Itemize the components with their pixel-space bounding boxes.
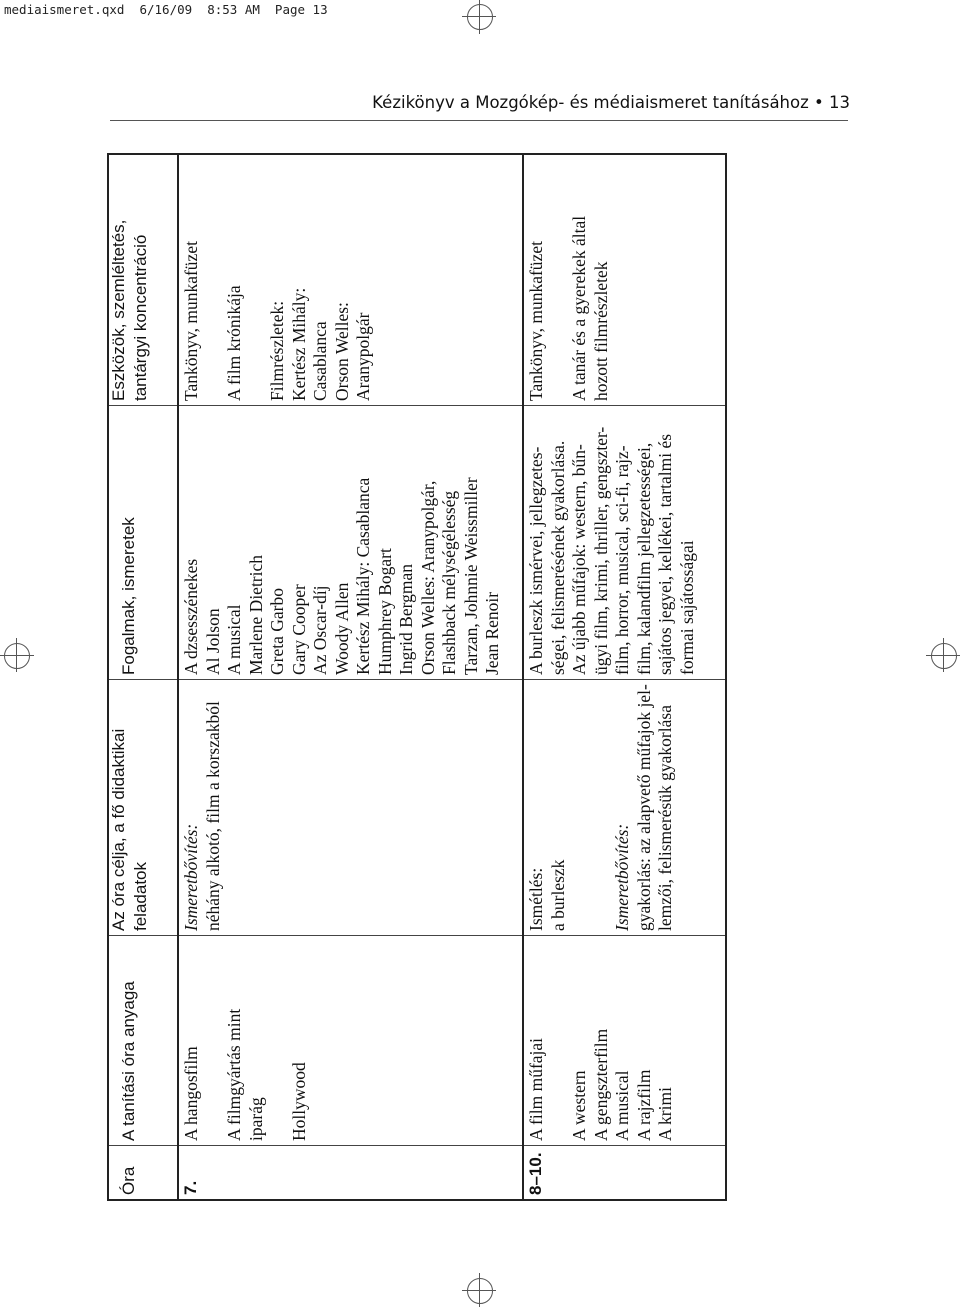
lesson-plan-table-holder	[107, 153, 727, 1201]
lesson-goal	[524, 679, 725, 935]
concept-line: A burleszk ismérvei, jellegzetes-	[526, 446, 546, 675]
lesson-topic	[179, 935, 522, 1145]
header-eszkozok	[109, 155, 177, 405]
topic-line: Hollywood	[288, 1062, 309, 1141]
header-ora: Óra	[109, 1145, 177, 1199]
topic-line: A film műfajai	[526, 1037, 546, 1141]
tool-line	[246, 159, 268, 401]
concept-line: Kertész Mihály: Casablanca	[353, 477, 373, 675]
topic-line: A gengszterfilm	[590, 1028, 611, 1141]
goal-label: Ismeretbővítés:	[612, 823, 632, 931]
header-cel-line: Az óra célja, a fő didaktikai	[109, 728, 128, 931]
topic-line: A rajzfilm	[633, 1069, 654, 1141]
concept-line: film, kalandfilm jellegzetességei,	[633, 442, 654, 675]
lesson-goal	[179, 679, 522, 935]
topic-line	[548, 940, 570, 1141]
topic-line: A musical	[612, 1070, 632, 1141]
topic-line	[203, 940, 225, 1141]
registration-mark-right	[931, 643, 957, 669]
concept-line: Woody Allen	[331, 582, 352, 675]
topic-line: A hangosfilm	[181, 1046, 201, 1141]
table-header-row	[109, 155, 179, 1199]
tool-line: Orson Welles:	[331, 302, 352, 401]
goal-line: a burleszk	[547, 859, 568, 931]
print-slug: mediaismeret.qxd 6/16/09 8:53 AM Page 13	[4, 2, 328, 17]
tool-line: A tanár és a gyerekek által	[569, 215, 589, 401]
lesson-concepts	[524, 405, 725, 679]
goal-line: gyakorlás: az alapvető műfajok jel-	[633, 684, 654, 931]
lesson-tools	[524, 155, 725, 405]
lesson-topic	[524, 935, 725, 1145]
registration-mark-bottom	[467, 1278, 493, 1304]
lesson-concepts	[179, 405, 522, 679]
goal-line	[569, 684, 591, 931]
concept-line: A musical	[224, 604, 244, 675]
tool-line: Casablanca	[310, 321, 330, 401]
header-eszkozok-line: tantárgyi koncentráció	[130, 234, 150, 401]
concept-line: ségei, felismerésének gyakorlása.	[547, 440, 568, 675]
concept-line: Orson Welles: Aranypolgár,	[417, 480, 438, 675]
topic-line: A western	[569, 1070, 589, 1141]
tool-line: Tankönyv, munkafüzet	[526, 241, 546, 401]
concept-line: Marlene Dietrich	[245, 554, 266, 675]
registration-mark-top	[467, 4, 493, 30]
topic-line: iparág	[245, 1097, 266, 1141]
lesson-number: 8–10.	[524, 1145, 725, 1199]
concept-line: Az újabb műfajok: western, bűn-	[569, 444, 589, 675]
concept-line: Ingrid Bergman	[396, 564, 416, 675]
registration-mark-left	[4, 643, 30, 669]
topic-line: A filmgyártás mint	[224, 1008, 244, 1141]
tool-line: Kertész Mihály:	[288, 287, 309, 401]
concept-line: Flashback mélységélesség	[439, 490, 459, 675]
header-fogalmak: Fogalmak, ismeretek	[109, 405, 177, 679]
concept-line: Jean Renoir	[482, 591, 502, 675]
concept-line: Az Oscar-díj	[310, 585, 330, 675]
header-cel-line: feladatok	[130, 862, 150, 931]
topic-line	[267, 940, 289, 1141]
goal-line: néhány alkotó, film a korszakból	[202, 701, 223, 931]
concept-line: ügyi film, krimi, thriller, gengszter-	[590, 426, 611, 675]
tool-line: Filmrészletek:	[267, 300, 287, 401]
running-header: Kézikönyv a Mozgókép- és médiaismeret tanításához • 13	[372, 93, 850, 112]
table-row	[179, 155, 524, 1199]
concept-line: film, horror, musical, sci-fi, rajz-	[612, 445, 632, 675]
goal-label: Ismeretbővítés:	[181, 823, 201, 931]
goal-line: Ismétlés:	[526, 867, 546, 931]
tool-line: hozott filmrészletek	[590, 261, 611, 401]
tool-line	[203, 159, 225, 401]
concept-line: Tarzan, Johnnie Weissmiller	[460, 477, 481, 675]
tool-line: A film krónikája	[224, 285, 244, 401]
concept-line: formai sajátosságai	[676, 540, 697, 675]
header-cel	[109, 679, 177, 935]
lesson-number: 7.	[179, 1145, 522, 1199]
header-rule	[110, 120, 848, 121]
concept-line: Humphrey Bogart	[374, 548, 395, 675]
concept-line: Gary Cooper	[288, 584, 309, 675]
table-row	[524, 155, 725, 1199]
header-anyag: A tanítási óra anyaga	[109, 935, 177, 1145]
concept-line: sajátos jegyei, kellékei, tartalmi és	[655, 433, 675, 675]
tool-line	[548, 159, 570, 401]
concept-line: Al Jolson	[202, 608, 223, 675]
concept-line: Greta Garbo	[267, 588, 287, 675]
topic-line: A krimi	[655, 1087, 675, 1141]
goal-line: lemzői, felismerésük gyakorlása	[655, 705, 675, 931]
header-eszkozok-line: Eszközök, szemléltetés,	[109, 219, 128, 401]
tool-line: Tankönyv, munkafüzet	[181, 241, 201, 401]
goal-line	[591, 684, 613, 931]
lesson-tools	[179, 155, 522, 405]
tool-line: Aranypolgár	[353, 312, 373, 401]
lesson-plan-table	[107, 153, 727, 1201]
concept-line: A dzsesszénekes	[181, 558, 201, 675]
